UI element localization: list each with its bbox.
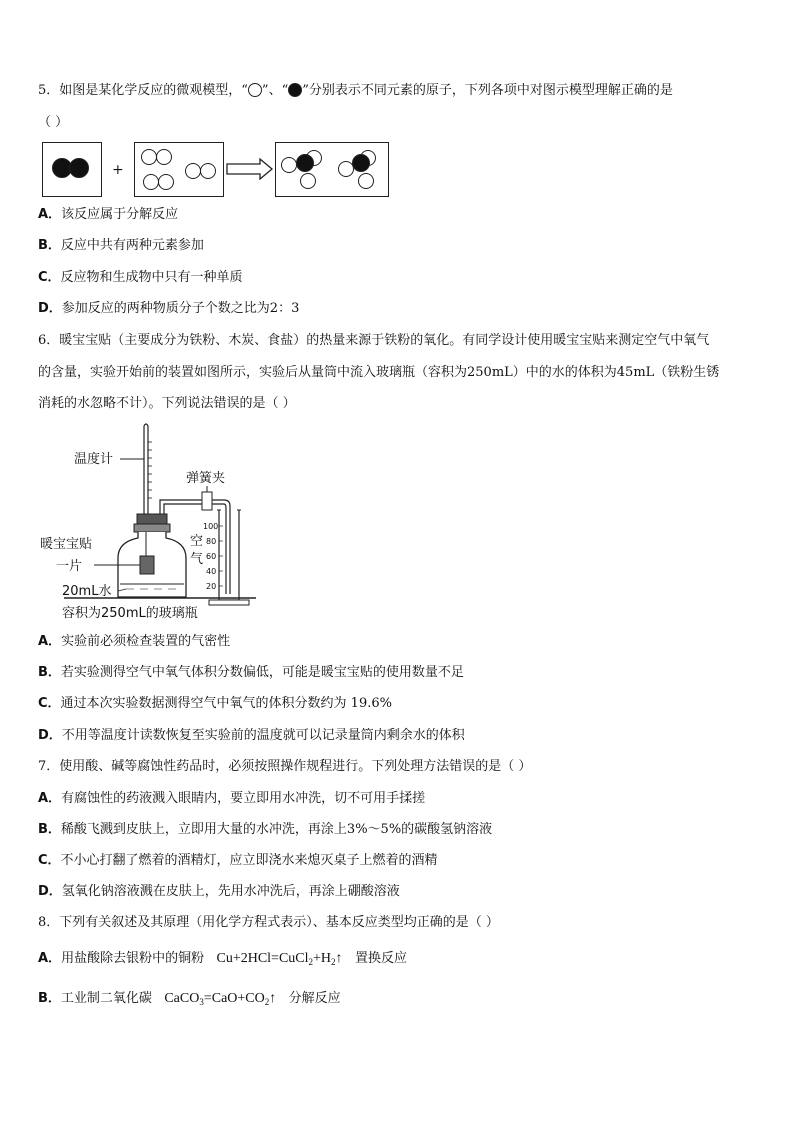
black-atom	[296, 154, 314, 172]
q6-option-d: D．不用等温度计读数恢复至实验前的温度就可以记录量筒内剩余水的体积	[38, 728, 465, 743]
white-atom	[141, 149, 157, 165]
product-box	[275, 142, 389, 197]
q7-option-c: C．不小心打翻了燃着的酒精灯，应立即浇水来熄灭桌子上燃着的酒精	[38, 853, 438, 868]
q5-option-b: B．反应中共有两种元素参加	[38, 238, 204, 253]
white-atom-icon	[248, 83, 262, 97]
q5-stem: 5．如图是某化学反应的微观模型，“ ”、“ ”分别表示不同元素的原子，下列各项中对图示模型理解正确的是	[38, 83, 673, 98]
q5-option-c: C．反应物和生成物中只有一种单质	[38, 270, 243, 285]
q8-option-b: B．工业制二氧化碳 $CaCO_3=CaO+CO_2↑$ 分解反应	[38, 991, 341, 1007]
black-atom	[352, 154, 370, 172]
q7-option-d: D．氢氧化钠溶液溅在皮肤上，先用水冲洗后，再涂上硼酸溶液	[38, 884, 400, 899]
black-atom	[69, 158, 89, 178]
svg-text:40: 40	[206, 567, 217, 576]
label-air-1: 空	[190, 534, 204, 549]
q8-stem: 8．下列有关叙述及其原理（用化学方程式表示）、基本反应类型均正确的是（ ）	[38, 915, 499, 930]
q6-option-a: A．实验前必须检查装置的气密性	[38, 634, 231, 649]
label-air-2: 气	[190, 552, 204, 567]
q6-option-c: C．通过本次实验数据测得空气中氧气的体积分数约为 19.6%	[38, 696, 392, 711]
q6-option-b: B．若实验测得空气中氧气体积分数偏低，可能是暖宝宝贴的使用数量不足	[38, 665, 464, 680]
q5-paren: （ ）	[38, 115, 69, 130]
svg-text:80: 80	[206, 537, 217, 546]
label-pad-1: 暖宝宝贴	[40, 537, 93, 552]
equation-a: $Cu+2HCl=CuCl_2+H_2↑$	[216, 951, 343, 967]
q5-option-d: D．参加反应的两种物质分子个数之比为2：3	[38, 301, 300, 316]
svg-text:20: 20	[206, 582, 217, 591]
spring-clamp	[202, 492, 212, 510]
q6-stem-line-1: 6．暖宝宝贴（主要成分为铁粉、木炭、食盐）的热量来源于铁粉的氧化。有同学设计使用暖宝宝贴来测定空气中氧气	[38, 333, 710, 348]
q5-option-a: A．该反应属于分解反应	[38, 207, 179, 222]
white-atom	[200, 163, 216, 179]
equation-b: $CaCO_3=CaO+CO_2↑$	[164, 991, 277, 1007]
plus-sign: +	[112, 162, 124, 178]
white-atom	[156, 149, 172, 165]
reaction-arrow-icon	[226, 158, 274, 180]
q6-stem-line-3: 消耗的水忽略不计）。下列说法错误的是（ ）	[38, 396, 296, 411]
warm-pad	[140, 556, 154, 574]
white-atom	[281, 157, 297, 173]
label-clamp: 弹簧夹	[186, 471, 226, 486]
graduated-cylinder	[219, 510, 239, 600]
white-atom	[300, 173, 316, 189]
q6-stem-line-2: 的含量，实验开始前的装置如图所示，实验后从量筒中流入玻璃瓶（容积为250mL）中的水的体积为45mL（铁粉生锈	[38, 365, 720, 380]
white-atom	[158, 174, 174, 190]
svg-text:100: 100	[203, 522, 219, 531]
white-atom	[185, 163, 201, 179]
svg-text:60: 60	[206, 552, 217, 561]
q8-option-a: A．用盐酸除去银粉中的铜粉 $Cu+2HCl=CuCl_2+H_2↑$ 置换反应	[38, 951, 407, 967]
black-atom-icon	[288, 83, 302, 97]
label-bottle: 容积为250mL的玻璃瓶	[62, 606, 198, 621]
q6-apparatus-figure	[34, 422, 264, 627]
q7-option-b: B．稀酸飞溅到皮肤上，立即用大量的水冲洗，再涂上3%～5%的碳酸氢钠溶液	[38, 822, 493, 837]
label-pad-2: 一片	[56, 559, 83, 574]
q7-option-a: A．有腐蚀性的药液溅入眼睛内，要立即用水冲洗，切不可用手揉搓	[38, 791, 426, 806]
label-water: 20mL水	[62, 584, 112, 599]
white-atom	[358, 173, 374, 189]
white-atom	[143, 174, 159, 190]
label-thermometer: 温度计	[74, 452, 114, 467]
q7-stem: 7．使用酸、碱等腐蚀性药品时，必须按照操作规程进行。下列处理方法错误的是（ ）	[38, 759, 532, 774]
reactant-box-2	[134, 142, 224, 197]
reactant-box-1	[42, 142, 102, 197]
